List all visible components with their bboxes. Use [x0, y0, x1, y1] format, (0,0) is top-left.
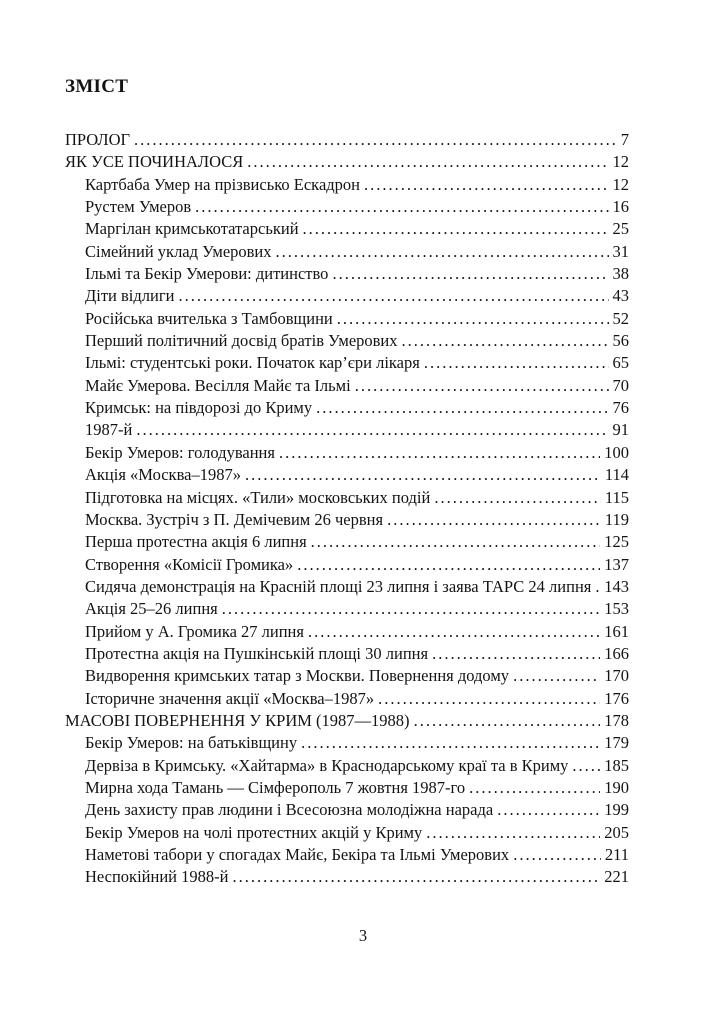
contents-title: ЗМІСТ [65, 76, 129, 97]
toc-entry-page: 185 [604, 755, 629, 775]
toc-row [65, 621, 629, 643]
toc-entry-page: 176 [604, 688, 629, 708]
toc-entry-title: Наметові табори у спогадах Майє, Бекіра та Ільмі Умерових [85, 845, 510, 864]
toc-entry-title: Бекір Умеров: на батьківщину [85, 733, 298, 753]
toc-entry-page: 7 [620, 130, 629, 149]
toc-row [65, 866, 629, 888]
toc-entry-title: Видворення кримських татар з Москви. Повернення додому [85, 666, 510, 686]
toc-entry-page: 43 [612, 286, 629, 306]
toc-entry-page: 179 [604, 733, 629, 753]
toc-row [65, 151, 629, 173]
toc-entry-page: 12 [612, 174, 629, 194]
dot-leader [222, 598, 601, 620]
dot-leader [337, 308, 609, 330]
toc-entry-title: Російська вчителька з Тамбовщини [85, 308, 333, 328]
dot-leader [387, 509, 601, 531]
toc-row [65, 241, 629, 263]
toc-entry-page: 25 [612, 219, 629, 239]
toc-entry-title: Історичне значення акції «Москва–1987» [85, 688, 375, 708]
toc-entry-page: 190 [604, 777, 629, 797]
toc-entry-title: Маргілан кримськотатарський [85, 219, 299, 239]
toc-row [65, 129, 629, 151]
toc-entry-title: Бекір Умеров: голодування [85, 442, 275, 462]
toc-row [65, 799, 629, 821]
toc-entry-page: 211 [604, 845, 629, 864]
toc-entry-title: День захисту прав людини і Всесоюзна молодіжна нарада [85, 800, 494, 820]
toc-entry-title: ПРОЛОГ [65, 130, 131, 149]
dot-leader [426, 822, 600, 844]
dot-leader [276, 241, 609, 263]
toc-entry-page: 161 [604, 621, 629, 641]
toc-entry-title: Бекір Умеров на чолі протестних акцій у Криму [85, 822, 423, 842]
dot-leader [136, 419, 608, 441]
toc-entry-title: Майє Умерова. Весілля Майє та Ільмі [85, 375, 351, 395]
toc-entry-title: Дервіза в Кримську. «Хайтарма» в Краснодарському краї та в Криму [85, 755, 569, 775]
dot-leader [513, 665, 600, 687]
dot-leader [178, 285, 608, 307]
toc-entry-page: 170 [604, 666, 629, 686]
toc-entry-title: Перший політичний досвід братів Умерових [85, 331, 398, 351]
toc-entry-title: Кримськ: на півдорозі до Криму [85, 398, 313, 418]
toc-row [65, 732, 629, 754]
toc-row [65, 308, 629, 330]
dot-leader [303, 218, 609, 240]
dot-leader [279, 442, 600, 464]
toc-entry-page: 199 [604, 800, 629, 820]
dot-leader [513, 844, 601, 866]
toc-row [65, 487, 629, 509]
toc-row [65, 218, 629, 240]
toc-row [65, 777, 629, 799]
toc-entry-page: 31 [612, 241, 629, 261]
toc-entry-page: 52 [612, 308, 629, 328]
toc-entry-page: 16 [612, 197, 629, 217]
toc-entry-title: Створення «Комісії Громика» [85, 554, 294, 574]
toc-entry-page: 38 [612, 264, 629, 284]
toc-row [65, 352, 629, 374]
toc-row [65, 822, 629, 844]
toc-entry-page: 76 [612, 398, 629, 418]
toc-row [65, 844, 629, 866]
toc-entry-title: Протестна акція на Пушкінській площі 30 липня [85, 643, 429, 663]
toc-row [65, 375, 629, 397]
toc-entry-page: 119 [604, 509, 629, 529]
dot-leader [595, 576, 600, 598]
dot-leader [316, 397, 608, 419]
toc-entry-page: 114 [604, 465, 629, 485]
toc-entry-title: Неспокійний 1988-й [85, 867, 229, 887]
toc-entry-page: 205 [604, 822, 629, 842]
toc-entry-page: 125 [604, 532, 629, 552]
toc-entry-page: 178 [604, 710, 629, 730]
toc-entry-page: 143 [604, 576, 629, 596]
toc-entry-title: Сидяча демонстрація на Красній площі 23 липня і заява ТАРС 24 липня [85, 576, 592, 596]
dot-leader [311, 531, 601, 553]
toc-entry-title: Акція «Москва–1987» [85, 465, 241, 485]
toc-row [65, 755, 629, 777]
dot-leader [434, 487, 601, 509]
toc-entry-page: 153 [604, 599, 629, 619]
dot-leader [308, 621, 600, 643]
toc-entry-page: 12 [612, 152, 629, 172]
toc-row [65, 419, 629, 441]
toc-entry-title: Ільмі: студентські роки. Початок кар’єри лікаря [85, 353, 420, 373]
toc-row [65, 397, 629, 419]
toc-row [65, 576, 629, 598]
toc-entry-title: Діти відлиги [85, 286, 175, 306]
dot-leader [497, 799, 600, 821]
dot-leader [247, 151, 608, 173]
toc-entry-title: Картбаба Умер на прізвисько Ескадрон [85, 174, 360, 194]
toc-entry-title: ЯК УСЕ ПОЧИНАЛОСЯ [65, 152, 244, 172]
dot-leader [364, 174, 609, 196]
toc-entry-page: 65 [612, 353, 629, 373]
dot-leader [432, 643, 600, 665]
toc-entry-title: МАСОВІ ПОВЕРНЕННЯ У КРИМ (1987—1988) [65, 710, 410, 730]
toc-entry-page: 100 [604, 442, 629, 462]
toc-row [65, 554, 629, 576]
toc-row [65, 285, 629, 307]
toc-entry-title: Москва. Зустріч з П. Демічевим 26 червня [85, 509, 384, 529]
toc-row [65, 196, 629, 218]
toc-row [65, 509, 629, 531]
toc-entry-page: 91 [612, 420, 629, 440]
dot-leader [355, 375, 609, 397]
dot-leader [572, 755, 600, 777]
dot-leader [232, 866, 600, 888]
toc-entry-page: 166 [604, 643, 629, 663]
toc-row [65, 643, 629, 665]
toc-row [65, 598, 629, 620]
dot-leader [469, 777, 600, 799]
dot-leader [301, 732, 600, 754]
toc-entry-title: Акція 25–26 липня [85, 599, 218, 619]
toc-row [65, 464, 629, 486]
toc-row [65, 710, 629, 732]
toc-entry-title: Ільмі та Бекір Умерови: дитинство [85, 264, 329, 284]
toc-row [65, 174, 629, 196]
toc-entry-page: 70 [612, 375, 629, 395]
toc-row [65, 688, 629, 710]
toc-entry-page: 221 [604, 867, 629, 887]
dot-leader [245, 464, 601, 486]
toc-row [65, 330, 629, 352]
toc-row [65, 531, 629, 553]
toc-entry-page: 56 [612, 331, 629, 351]
dot-leader [195, 196, 608, 218]
toc-entry-title: Сімейний уклад Умерових [85, 241, 272, 261]
toc-entry-title: Прийом у А. Громика 27 липня [85, 621, 304, 641]
toc-entry-page: 137 [604, 554, 629, 574]
toc-row [65, 263, 629, 285]
toc-entry-title: Підготовка на місцях. «Тили» московських подій [85, 487, 431, 507]
dot-leader [414, 710, 601, 732]
dot-leader [424, 352, 609, 374]
toc-row [65, 442, 629, 464]
dot-leader [402, 330, 609, 352]
toc-entry-title: Перша протестна акція 6 липня [85, 532, 307, 552]
toc-entry-page: 115 [604, 487, 629, 507]
toc-entry-title: Мирна хода Тамань — Сімферополь 7 жовтня 1987-го [85, 777, 466, 797]
toc-entry-title: Рустем Умеров [85, 197, 192, 217]
footer-page-number: 3 [358, 926, 368, 945]
toc-row [65, 665, 629, 687]
dot-leader [332, 263, 608, 285]
toc-entry-title: 1987-й [85, 420, 133, 440]
dot-leader [134, 129, 617, 151]
toc-list [65, 129, 629, 889]
dot-leader [378, 688, 600, 710]
dot-leader [297, 554, 600, 576]
